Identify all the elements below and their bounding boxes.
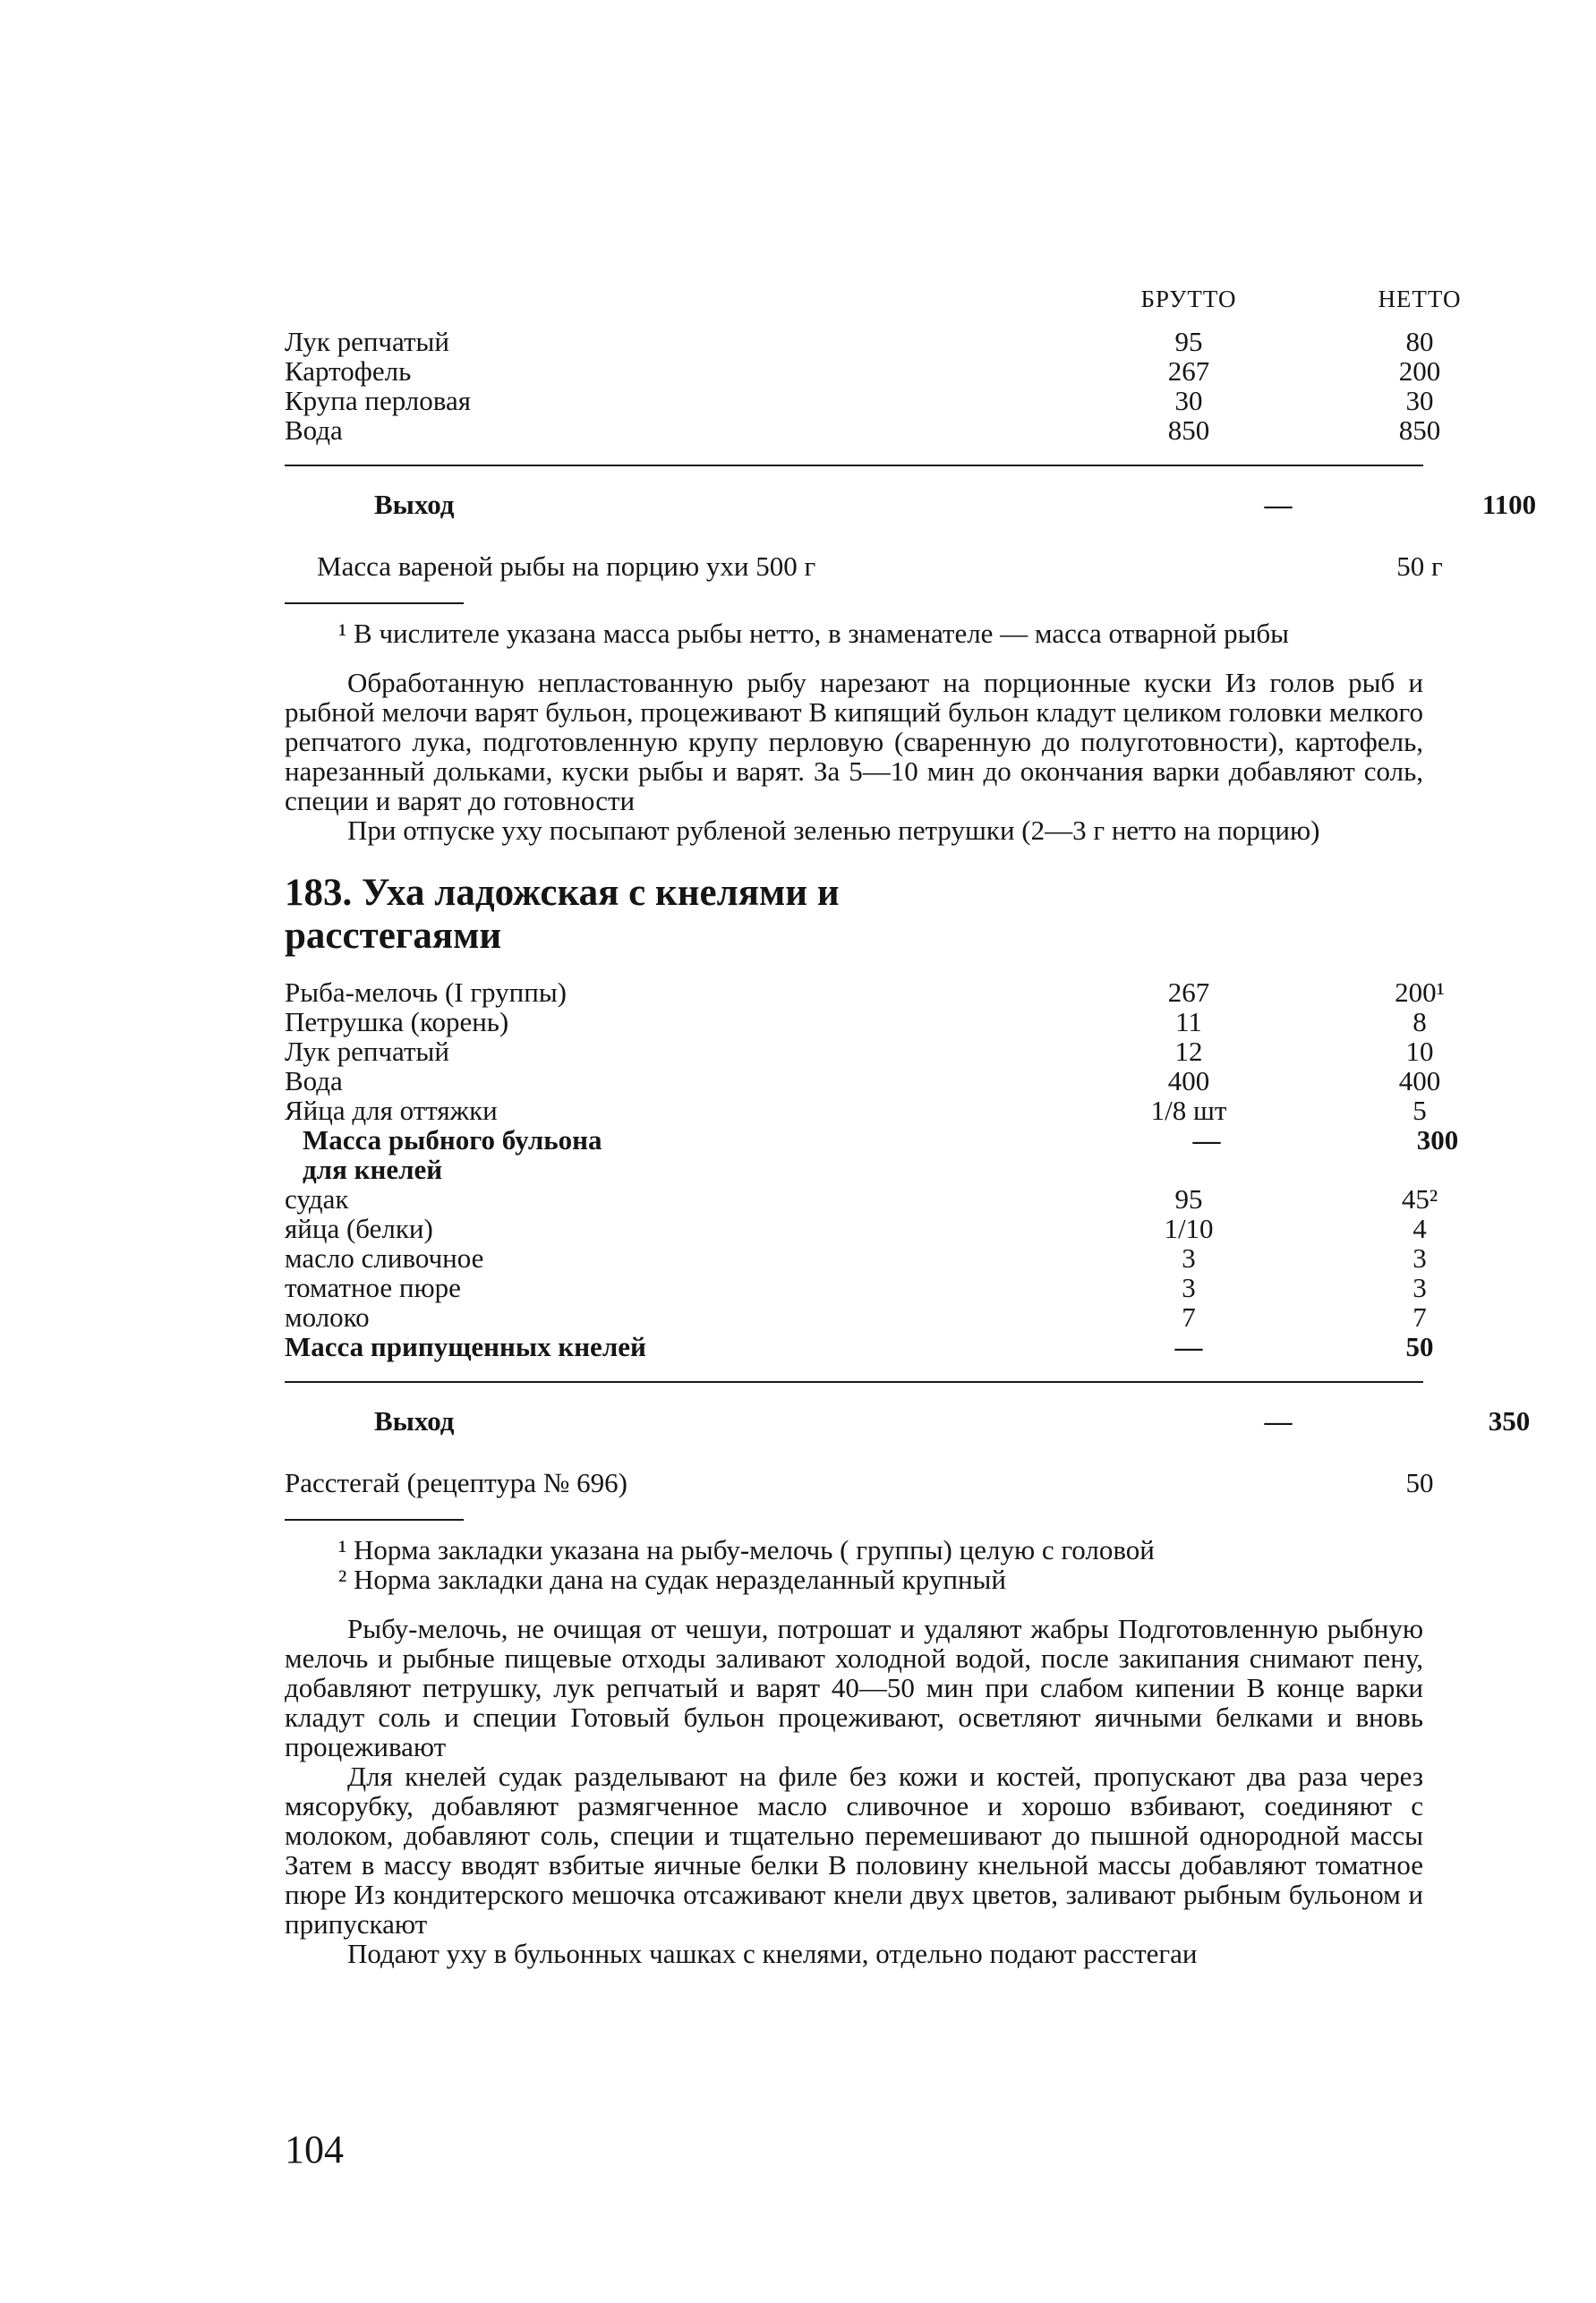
ingredient-row [285, 1331, 1434, 1362]
ingredient-name: Лук репчатый [285, 326, 449, 357]
ingredient-row [285, 1213, 1427, 1244]
brutto-header: БРУТТО [1140, 286, 1237, 312]
recipe-title: 183. Уха ладожская с кнелями и расстегаями [285, 872, 840, 957]
brutto-value: 1/8 шт [1150, 1095, 1227, 1126]
recipe183-footnotes [285, 1535, 1423, 1594]
netto-value: 7 [1413, 1301, 1427, 1333]
brutto-value: 12 [1174, 1036, 1203, 1067]
ingredient-row [285, 1272, 1427, 1303]
ingredient-name: судак [285, 1183, 349, 1215]
recipe183-paragraphs [285, 1614, 1423, 1968]
ingredient-name: Крупа перловая [285, 385, 472, 416]
ingredient-row [285, 1301, 1427, 1333]
netto-value: 5 [1413, 1095, 1427, 1126]
footnote: ² Норма закладки дана на судак неразделанный крупный [338, 1564, 1006, 1595]
paragraph: Подают уху в бульонных чашках с кнелями, отдельно подают расстегаи [347, 1938, 1198, 1969]
ingredient-row [285, 977, 1445, 1008]
netto-value: 300 [1416, 1124, 1459, 1156]
netto-value: 3 [1413, 1272, 1427, 1303]
ingredient-row [285, 1095, 1427, 1126]
netto-value: 3 [1413, 1242, 1427, 1274]
table1-note-row: Масса вареной рыбы на порцию ухи 500 г 50 г [317, 550, 1443, 582]
recipe183-rows [285, 977, 1459, 1362]
ingredient-row [285, 355, 1441, 387]
brutto-value: 3 [1182, 1242, 1196, 1274]
netto-value: 30 [1405, 385, 1434, 416]
ingredient-row [285, 1006, 1427, 1037]
ingredient-name: Масса припущенных кнелей [285, 1331, 646, 1362]
brutto-value: 267 [1167, 355, 1210, 387]
netto-value: 400 [1398, 1065, 1441, 1096]
ingredient-row [285, 414, 1441, 446]
ingredient-name: томатное пюре [285, 1272, 461, 1303]
table1-rows [285, 326, 1441, 446]
ingredient-row [285, 1183, 1438, 1215]
netto-value: 50 [1405, 1331, 1434, 1362]
brutto-value: — [1174, 1331, 1203, 1362]
recipe183-yield-row: Выход — 350 [374, 1405, 1531, 1437]
ingredient-name: для кнелей [303, 1154, 443, 1185]
netto-value: 80 [1405, 326, 1434, 357]
brutto-value: 30 [1174, 385, 1203, 416]
netto-value: 8 [1413, 1006, 1427, 1037]
ingredient-name: масло сливочное [285, 1242, 484, 1274]
footnote-rule [285, 602, 464, 604]
brutto-value: — [1192, 1124, 1221, 1156]
brutto-value: 95 [1174, 1183, 1203, 1215]
recipe183-note-row: Расстегай (рецептура № 696) 50 [285, 1467, 1434, 1498]
brutto-value: 400 [1167, 1065, 1210, 1096]
ingredient-name: Вода [285, 1065, 343, 1096]
method-paragraphs [285, 668, 1423, 845]
ingredient-row [285, 1036, 1434, 1067]
ingredient-name: Рыба-мелочь (I группы) [285, 977, 567, 1008]
table1-rule [285, 465, 1423, 466]
netto-value: 200¹ [1395, 977, 1445, 1008]
ingredient-row [285, 1124, 1459, 1156]
table1-header [285, 285, 1462, 314]
text-column [285, 285, 1537, 1969]
netto-value: 4 [1413, 1213, 1427, 1244]
ingredient-name: Масса рыбного бульона [303, 1124, 602, 1156]
ingredient-row [285, 326, 1434, 357]
table1-yield-row: Выход — 1100 [374, 489, 1537, 520]
brutto-value: 3 [1182, 1272, 1196, 1303]
netto-value: 850 [1398, 414, 1441, 446]
paragraph: Обработанную непластованную рыбу нарезают на порционные куски Из голов рыб и рыбной мелочи варят бульон, процеживают В кипящий бульон кладут целиком головки мелкого репчатого лука, подготовленную крупу перловую (сваренную до полуготовности), картофель, нарезанный дольками, куски рыбы и варят. За 5—10 мин до окончания варки добавляют соль, специи и варят до готовности [285, 667, 1423, 816]
netto-value: 200 [1398, 355, 1441, 387]
ingredient-name: молоко [285, 1301, 370, 1333]
netto-value: 45² [1401, 1183, 1438, 1215]
ingredient-row [285, 385, 1434, 416]
ingredient-name: Яйца для оттяжки [285, 1095, 498, 1126]
ingredient-name: Петрушка (корень) [285, 1006, 509, 1037]
recipe183-rule [285, 1381, 1423, 1383]
ingredient-row [285, 1155, 1423, 1184]
ingredient-name: Картофель [285, 355, 412, 387]
paragraph: Для кнелей судак разделывают на филе без кожи и костей, пропускают два раза через мясорубку, добавляют размягченное масло сливочное и хорошо взбивают, соединяют с молоком, добавляют соль, специи и тщательно перемешивают до пышной однородной массы Затем в массу вводят взбитые яичные белки В половину кнельной массы добавляют томатное пюре Из кондитерского мешочка отсаживают кнели двух цветов, заливают рыбным бульоном и припускают [285, 1761, 1423, 1940]
brutto-value: 11 [1175, 1006, 1202, 1037]
ingredient-name: Вода [285, 414, 343, 446]
brutto-value: 7 [1182, 1301, 1196, 1333]
footnote: ¹ В числителе указана масса рыбы нетто, в знаменателе — масса отварной рыбы [338, 618, 1289, 649]
footnote-rule [285, 1519, 464, 1521]
footnote: ¹ Норма закладки указана на рыбу-мелочь ( группы) целую с головой [338, 1534, 1155, 1565]
brutto-value: 267 [1167, 977, 1210, 1008]
paragraph: При отпуске уху посыпают рубленой зеленью петрушки (2—3 г нетто на порцию) [347, 815, 1320, 846]
ingredient-row [285, 1065, 1441, 1096]
ingredient-row [285, 1242, 1427, 1274]
paragraph: Рыбу-мелочь, не очищая от чешуи, потрошат и удаляют жабры Подготовленную рыбную мелочь и рыбные пищевые отходы заливают холодной водой, после закипания снимают пену, добавляют петрушку, лук репчатый и варят 40—50 мин при слабом кипении В конце варки кладут соль и специи Готовый бульон процеживают, осветляют яичными белками и вновь процеживают [285, 1613, 1423, 1762]
ingredient-name: Лук репчатый [285, 1036, 449, 1067]
brutto-value: 850 [1167, 414, 1210, 446]
netto-header: НЕТТО [1378, 286, 1462, 312]
brutto-value: 95 [1174, 326, 1203, 357]
netto-value: 10 [1405, 1036, 1434, 1067]
ingredient-name: яйца (белки) [285, 1213, 433, 1244]
brutto-value: 1/10 [1164, 1213, 1214, 1244]
page-number: 104 [285, 2128, 344, 2171]
